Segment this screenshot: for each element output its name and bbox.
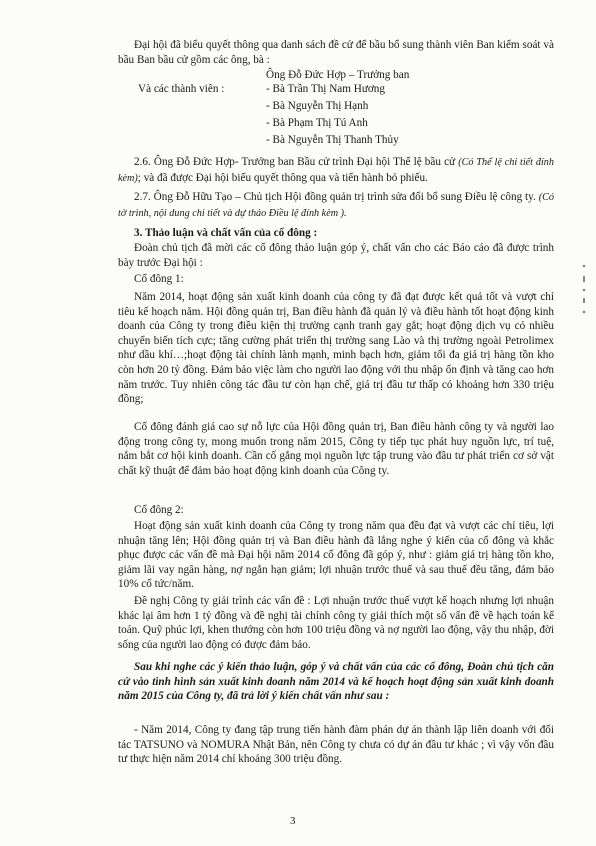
paragraph-2-6-tail: ; và đã được Đại hội biểu quyết thông qua và tiến hành bỏ phiếu. bbox=[137, 171, 428, 184]
section-3-heading: 3. Thảo luận và chất vấn của cổ đông : bbox=[134, 227, 318, 239]
paragraph-section-3-intro: Đoàn chủ tịch đã mời các cổ đông thảo luận góp ý, chất vấn cho các Báo cáo đã được trình bày trước Đại hội : bbox=[118, 242, 554, 269]
margin-scan-mark-icon bbox=[580, 262, 588, 322]
member-item: - Bà Nguyễn Thị Hạnh bbox=[266, 100, 369, 112]
paragraph-2-6-text: 2.6. Ông Đỗ Đức Hợp- Trưởng ban Bầu cử trình Đại hội Thể lệ bầu cử bbox=[134, 156, 459, 168]
response-paragraph-1: - Năm 2014, Công ty đang tập trung tiến hành đàm phán dự án thành lập liên doanh với đối tác TATSUNO và NOMURA Nhật Bản, nên Công ty chưa có dự án đầu tư khác ; vì vậy vốn đầu tư thực hiện năm 2014 chỉ khoảng 300 triệu đồng. bbox=[118, 724, 554, 766]
member-item: - Bà Nguyễn Thị Thanh Thủy bbox=[266, 134, 399, 146]
paragraph-2-7-note: (Có tờ trình, nội dung chi tiết và dự thảo Điều lệ đính kèm ). bbox=[118, 192, 554, 219]
paragraph-2-6 bbox=[118, 155, 554, 186]
paragraph-2-7 bbox=[118, 190, 554, 221]
page-number: 3 bbox=[290, 815, 296, 827]
shareholder-1-paragraph-1: Năm 2014, hoạt động sản xuất kinh doanh của công ty đã đạt được kết quả tốt và vượt chỉ tiêu kế hoạch năm. Hội đồng quản trị, Ban điều hành đã quản lý và điều hành tốt hoạt động kinh doanh của Công ty trong điều kiện thị trường cạnh tranh gay gắt; hoạt động dịch vụ có nhiều chuyển biến tích cực; tăng cường phát triển thị trường sang Lào và thị trường ngoài Petrolimex như dầu khí…;hoạt động tài chính lành mạnh, minh bạch hơn, giảm tối đa giá trị hàng tồn kho còn hơn 20 tỷ đồng. Đảm bảo việc làm cho người lao động với thu nhập ổn định và tăng cao hơn năm trước. Tuy nhiên công tác đầu tư còn hạn chế, giá trị đầu tư thấp có khoảng hơn 330 triệu đồng; bbox=[118, 291, 554, 406]
member-item: - Bà Trần Thị Nam Hương bbox=[266, 83, 385, 95]
response-intro: Sau khi nghe các ý kiến thảo luận, góp ý và chất vấn của các cổ đông, Đoàn chủ tịch căn cứ vào tình hình sản xuất kinh doanh năm 2014 và kế hoạch hoạt động sản xuất kinh doanh năm 2015 của Công ty, đã trả lời ý kiến chất vấn như sau : bbox=[118, 661, 554, 703]
shareholder-2-paragraph-1: Hoạt động sản xuất kinh doanh của Công ty trong năm qua đều đạt và vượt các chỉ tiêu, lợi nhuận tăng lên; Hội đồng quản trị và Ban điều hành đã lắng nghe ý kiến của cổ đông và khắc phục được các vấn đề mà Đại hội năm 2014 cổ đông đã góp ý, như : giảm giá trị hàng tồn kho, giảm lãi vay ngân hàng, nợ ngắn hạn giảm; lợi nhuận trước thuế và sau thuế đều tăng, đảm bảo 10% cổ tức/năm. bbox=[118, 520, 554, 591]
paragraph-2-6-note: (Có Thể lệ chi tiết đính kèm) bbox=[118, 157, 554, 184]
paragraph-election-list: Đại hội đã biểu quyết thông qua danh sách đề cử để bầu bổ sung thành viên Ban kiểm soát và bầu Ban bầu cử gồm các ông, bà : bbox=[118, 39, 554, 66]
shareholder-2-paragraph-2: Đề nghị Công ty giải trình các vấn đề : Lợi nhuận trước thuế vượt kế hoạch nhưng lợi nhuận khác lại âm hơn 1 tỷ đồng và đề nghị tài chính công ty giải thích một số vấn đề về hạch toán kế toán. Quỹ phúc lợi, khen thưởng còn hơn 100 triệu đồng và nợ người lao động, vậy thu nhập, đời sống của người lao động có được đảm bảo. bbox=[118, 595, 554, 651]
shareholder-2-label: Cổ đông 2: bbox=[134, 504, 184, 516]
election-board-head: Ông Đỗ Đức Hợp – Trưởng ban bbox=[266, 69, 410, 81]
shareholder-1-label: Cổ đông 1: bbox=[134, 273, 184, 285]
members-label: Và các thành viên : bbox=[138, 83, 225, 95]
paragraph-2-7-text: 2.7. Ông Đỗ Hữu Tạo – Chủ tịch Hội đồng quản trị trình sửa đổi bổ sung Điều lệ công ty. bbox=[134, 191, 539, 203]
shareholder-1-paragraph-2: Cổ đông đánh giá cao sự nỗ lực của Hội đồng quản trị, Ban điều hành công ty và người lao động trong công ty, mong muốn trong năm 2015, Công ty tiếp tục phát huy nguồn lực, trí tuệ, nắm bắt cơ hội kinh doanh. Cần cố gắng mọi nguồn lực tập trung vào đầu tư phát triển cơ sở vật chất kỹ thuật để đảm bảo hoạt động kinh doanh của Công ty. bbox=[118, 421, 554, 477]
member-item: - Bà Phạm Thị Tú Anh bbox=[266, 117, 368, 129]
